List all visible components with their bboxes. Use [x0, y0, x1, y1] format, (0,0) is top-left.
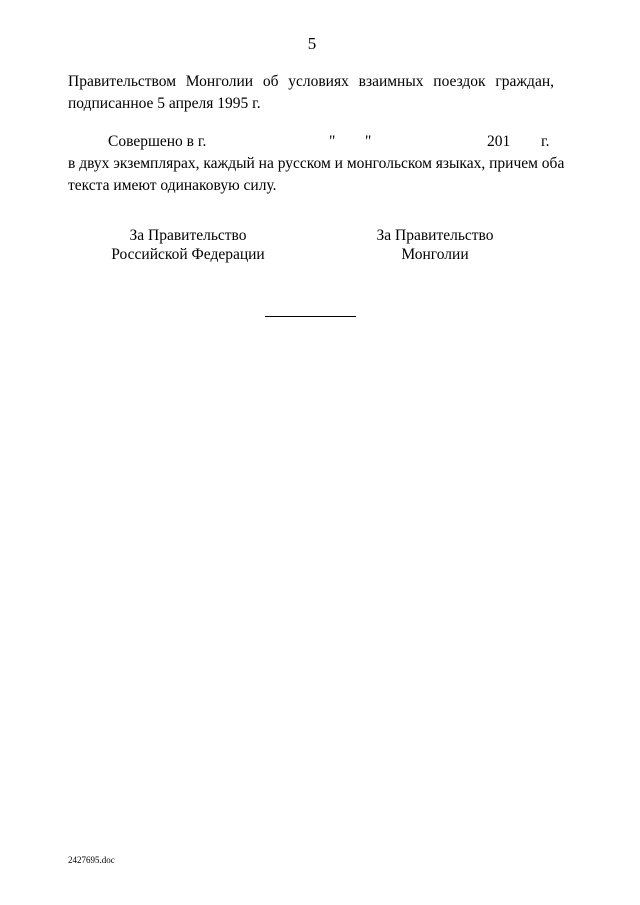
signature-line: За Правительство — [376, 227, 494, 244]
date-quote-close: " — [365, 133, 372, 150]
done-at-line — [68, 131, 554, 153]
year-suffix: г. — [541, 133, 550, 150]
paragraph-continuation — [68, 71, 554, 115]
document-id: 2427695.doc — [68, 855, 115, 865]
signature-party: Российской Федерации — [111, 246, 265, 263]
paragraph-line: текста имеют одинаковую силу. — [68, 177, 277, 194]
paragraph-line: Правительством Монголии об условиях взаимных поездок граждан, — [68, 73, 554, 90]
signature-block-mongolia — [305, 226, 565, 264]
page-number: 5 — [307, 34, 317, 53]
signature-block-russia — [58, 226, 318, 264]
date-quote-open: " — [329, 133, 336, 150]
signature-line: За Правительство — [129, 227, 247, 244]
end-divider — [265, 316, 356, 317]
signature-party: Монголии — [401, 246, 469, 263]
year-prefix: 201 — [487, 133, 511, 150]
done-at-text: Совершено в г. — [108, 133, 207, 150]
paragraph-line: в двух экземплярах, каждый на русском и монгольском языках, причем оба — [68, 155, 565, 172]
paragraph-copies — [68, 153, 565, 197]
paragraph-line: подписанное 5 апреля 1995 г. — [68, 95, 261, 112]
